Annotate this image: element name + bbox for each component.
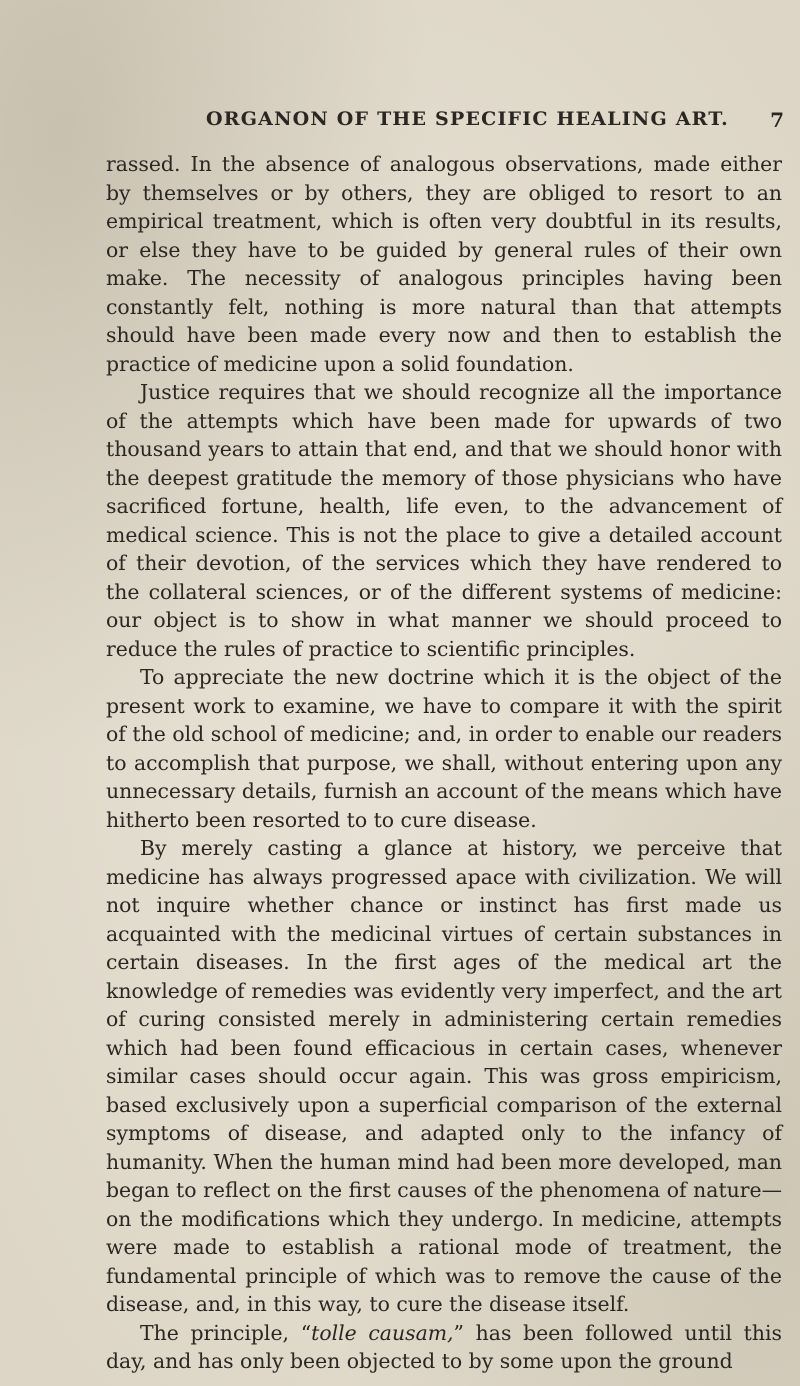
paragraph-3: To appreciate the new doctrine which it is the object of the present work to examine, we have to compare it with the spirit of the old school of medicine; and, in order to enable our readers to accomplish that purpose, we shall, without entering upon any unnecessary details, furnish an account of the means which have hitherto been resorted to to cure disease.: [106, 665, 782, 832]
paragraph-1: rassed. In the absence of analogous observations, made either by themselves or by others, they are obliged to resort to an empirical treatment, which is often very doubtful in its results, or else they have to be guided by general rules of their own make. The necessity of analogous principles having been constantly felt, nothing is more natural than that attempts should have been made every now and then to establish the practice of medicine upon a solid foundation.: [106, 152, 782, 376]
running-title: ORGANON OF THE SPECIFIC HEALING ART.: [206, 108, 729, 130]
paragraph-4: By merely casting a glance at history, we perceive that medicine has always progressed apace with civilization. We will not inquire whether chance or instinct has first made us acquainted with the medicinal virtues of certain substances in certain diseases. In the first ages of the medical art the knowledge of remedies was evidently very imperfect, and the art of curing consisted merely in administering certain remedies which had been found efficacious in certain cases, whenever similar cases should occur again. This was gross empiricism, based exclusively upon a superficial comparison of the external symptoms of disease, and adapted only to the infancy of humanity. When the human mind had been more developed, man began to reflect on the first causes of the phenomena of nature—on the modifications which they undergo. In medicine, attempts were made to establish a rational mode of treatment, the fundamental principle of which was to remove the cause of the disease, and, in this way, to cure the disease itself.: [106, 836, 782, 1316]
page-header: [206, 108, 792, 132]
paragraph-5-rest: ” has been followed until this day, and has only been objected to by some upon the ground: [106, 1320, 782, 1373]
paragraph-2: Justice requires that we should recognize all the importance of the attempts which have been made for upwards of two thousand years to attain that end, and that we should honor with the deepest gratitude the memory of those physicians who have sacrificed fortune, health, life even, to the advancement of medical science. This is not the place to give a detailed account of their devotion, of the services which they have rendered to the collateral sciences, or of the different systems of medicine: our object is to show in what manner we should proceed to reduce the rules of practice to scientific principles.: [106, 380, 782, 661]
paragraph-5-lead: The principle, “: [140, 1320, 312, 1345]
paragraph-5: [106, 1319, 782, 1376]
latin-phrase: tolle causam,: [311, 1320, 454, 1345]
body-text: [106, 150, 782, 1376]
page-number: 7: [770, 108, 784, 132]
